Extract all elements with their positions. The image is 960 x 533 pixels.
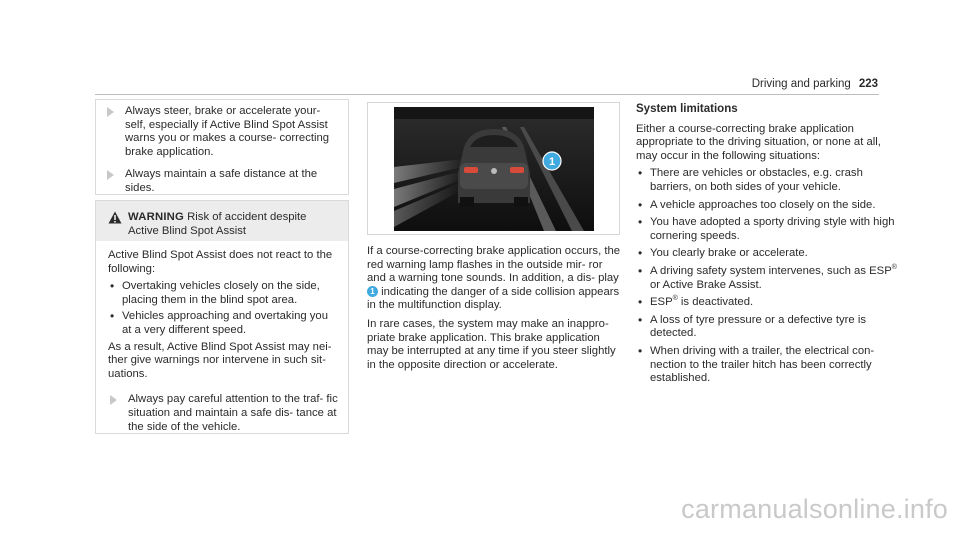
- list-item: • Overtaking vehicles closely on the side, placing them in the blind spot area.: [108, 280, 340, 307]
- paragraph: [367, 245, 623, 313]
- registered-mark: ®: [891, 264, 897, 272]
- warning-body: [96, 241, 348, 434]
- page-number: 223: [858, 78, 878, 90]
- arrow-icon: [107, 107, 114, 117]
- list-item: • A vehicle approaches too closely on the side.: [636, 199, 898, 213]
- text-segment: If a course-correcting brake application occurs, the red warning lamp flashes in the outside mir- ror and a warning tone sounds. In addition, a dis- play: [367, 245, 621, 285]
- page-header: [0, 0, 960, 95]
- warning-label: WARNING: [128, 211, 184, 223]
- text-segment: A driving safety system intervenes, such as ESP: [650, 264, 892, 277]
- section-heading: System limitations: [636, 103, 738, 115]
- list-item: [636, 296, 898, 310]
- warning-result: As a result, Active Blind Spot Assist may nei- ther give warnings nor intervene in such sit- uations.: [108, 340, 332, 380]
- warning-triangle-icon: [108, 211, 122, 224]
- watermark: carmanualsonline.info: [681, 494, 948, 524]
- paragraph: In rare cases, the system may make an inappro- priate brake application. This brake application may be interrupted at any time if you steer slightly in the opposite direction or accelerate.: [367, 317, 616, 371]
- limitations-intro: Either a course-correcting brake application appropriate to the driving situation, or none at all, may occur in the following situations:: [636, 122, 881, 162]
- advice-text: Always pay careful attention to the traf- fic situation and maintain a safe dis- tance at the side of the vehicle.: [128, 393, 338, 433]
- list-item: • Vehicles approaching and overtaking you at a very different speed.: [108, 310, 340, 337]
- warning-intro: Active Blind Spot Assist does not react to the following:: [108, 249, 333, 275]
- figure-frame: [367, 102, 620, 235]
- list-item: • There are vehicles or obstacles, e.g. crash barriers, on both sides of your vehicle.: [636, 167, 898, 194]
- note-text: Always maintain a safe distance at the sides.: [125, 168, 318, 194]
- warning-title-line2: Active Blind Spot Assist: [128, 225, 247, 237]
- note-text: Always steer, brake or accelerate your- self, especially if Active Blind Spot Assist warns you or makes a course- correcting brake application.: [125, 105, 330, 158]
- list-item: • You clearly brake or accelerate.: [636, 247, 898, 261]
- note-item: [105, 168, 340, 195]
- warning-title: Risk of accident despite: [187, 211, 307, 223]
- list-item: • When driving with a trailer, the electrical con- nection to the trailer hitch has been correctly established.: [636, 345, 898, 386]
- list-item: • You have adopted a sporty driving style with high cornering speeds.: [636, 216, 898, 243]
- limitations-list: [636, 167, 898, 385]
- warning-box: [95, 200, 349, 434]
- header-rule: [95, 94, 879, 95]
- text-segment: ESP: [650, 296, 673, 309]
- arrow-icon: [110, 395, 117, 405]
- note-box: [95, 99, 349, 195]
- registered-mark: ®: [672, 295, 678, 303]
- figure-callout: 1: [548, 156, 556, 168]
- system-limitations: [636, 103, 898, 390]
- list-item: [636, 265, 898, 292]
- callout-badge: 1: [367, 286, 378, 297]
- text-segment: or Active Brake Assist.: [650, 278, 762, 291]
- list-item: • A loss of tyre pressure or a defective tyre is detected.: [636, 314, 898, 341]
- column-2-text: [367, 245, 623, 377]
- note-item: [105, 105, 340, 159]
- text-segment: indicating the danger of a side collision appears in the multifunction display.: [367, 285, 620, 312]
- header-text: [752, 78, 878, 90]
- text-segment: is deactivated.: [677, 296, 754, 309]
- warning-advice: [108, 393, 340, 434]
- arrow-icon: [107, 170, 114, 180]
- section-title: Driving and parking: [751, 78, 851, 90]
- warning-list: [108, 280, 340, 337]
- warning-header: [96, 201, 348, 241]
- blind-spot-illustration: [394, 107, 594, 231]
